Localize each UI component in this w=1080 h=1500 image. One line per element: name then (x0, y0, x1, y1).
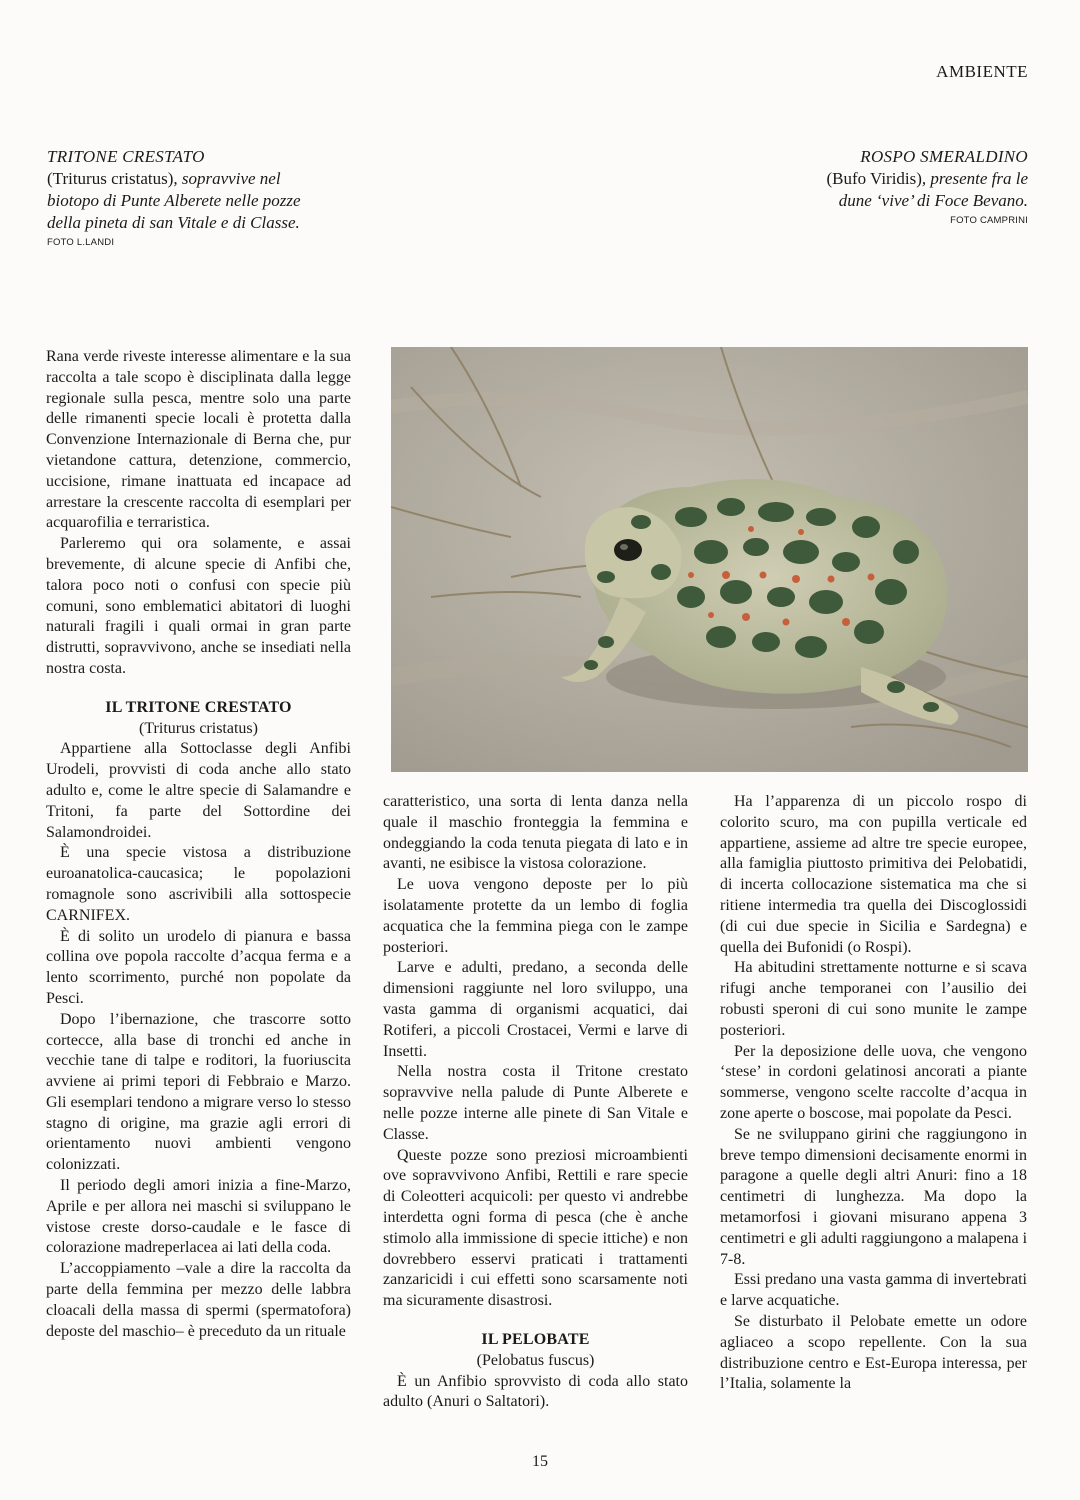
toad-photo (391, 347, 1028, 772)
paragraph: Parleremo qui ora solamente, e assai brevemente, di alcune specie di Anfibi che, talora poco noti o confusi con specie più comuni, sono emblematici abitatori di luoghi naturali fragili i quali ormai in gran parte distrutti, sopravvivono, anche se insediati nella nostra costa. (46, 535, 351, 677)
photo-credit: FOTO L.LANDI (47, 237, 115, 248)
caption-text: , presente fra le (921, 169, 1028, 188)
paragraph: Ha abitudini strettamente notturne e si scava rifugi anche temporanei con l’ausilio dei robusti speroni di cui sono munite le zampe posteriori. (720, 959, 1027, 1039)
paragraph: L’accoppiamento –vale a dire la raccolta da parte della femmina per mezzo delle labbra cloacali della massa di spermi (spermatofora) deposte del maschio– è preceduto da un rituale (46, 1260, 351, 1340)
paragraph: Dopo l’ibernazione, che trascorre sotto cortecce, alla base di tronchi ed anche in vecchie tane di talpe e roditori, la fuoriuscita avviene ai primi tepori di Febbraio e Marzo. Gli esemplari tendono a migrare verso lo stesso stagno di origine, ma grazie agli errori di orientamento nuovi ambienti vengono colonizzati. (46, 1010, 351, 1174)
paragraph: Le uova vengono deposte per lo più isolatamente protette da un lembo di foglia acquatica che la femmina piega con le zampe posteriori. (383, 876, 688, 956)
text-column-3 (720, 792, 1027, 1395)
paragraph: Appartiene alla Sottoclasse degli Anfibi Urodeli, provvisti di coda anche allo stato adulto e, come le altre specie di Salamandre e Tritoni, fa parte del Sottordine dei Salamondroidei. (46, 740, 351, 841)
paragraph: Se disturbato il Pelobate emette un odore agliaceo a scopo repellente. Con la sua distribuzione centro e Est-Europa interessa, per l’Italia, solamente la (720, 1312, 1027, 1393)
section-subheading: (Pelobatus fuscus) (476, 1351, 595, 1369)
caption-line (728, 168, 1028, 190)
text-column-1 (46, 347, 351, 1342)
caption-line: dune ‘vive’ di Foce Bevano. (838, 191, 1028, 210)
paragraph: Se ne sviluppano girini che raggiungono in breve tempo dimensioni decisamente enormi in paragone a quelle degli altri Anuri: fino a 18 centimetri di lunghezza. Ma dopo la metamorfosi i giovani misurano appena 3 centimetri e gli adulti raggiungono a malapena i 7-8. (720, 1125, 1028, 1268)
caption-line: della pineta di san Vitale e di Classe. (47, 213, 300, 232)
photo-caption-left (47, 146, 347, 252)
photo-credit: FOTO CAMPRINI (950, 215, 1028, 226)
section-subheading: (Triturus cristatus) (139, 719, 258, 737)
photo-caption-right (728, 146, 1028, 230)
page-number: 15 (532, 1453, 548, 1470)
paragraph: caratteristico, una sorta di lenta danza nella quale il maschio fronteggia la femmina e ondeggiando la coda tenuta piegata di lato e in avanti, ne esibisce la vistosa colorazione. (383, 793, 688, 873)
section-heading: IL TRITONE CRESTATO (105, 698, 292, 716)
caption-latin-name: (Bufo Viridis) (826, 169, 922, 188)
paragraph: È di solito un urodelo di pianura e bassa collina ove popola raccolte d’acqua ferma e a lento scorrimento, purché non popolate da Pesci. (46, 927, 351, 1007)
paragraph: È una specie vistosa a distribuzione euroanatolica-caucasica; le popolazioni romagnole sono ascrivibili alla sottospecie CARNIFEX. (46, 844, 351, 924)
paragraph: È un Anfibio sprovvisto di coda allo stato adulto (Anuri o Saltatori). (383, 1372, 688, 1411)
paragraph: Ha l’apparenza di un piccolo rospo di colorito scuro, ma con pupilla verticale ed appartiene, assieme ad altre tre specie europee, alla famiglia piuttosto primitiva dei Pelobatidi, di incerta collocazione sistematica ma che si ritiene intermedia tra quella dei Discoglossidi (di cui due specie in Sicilia e Sardegna) e quella dei Bufonidi (o Rospi). (720, 793, 1027, 956)
caption-line: biotopo di Punte Alberete nelle pozze (47, 191, 301, 210)
section-label: AMBIENTE (936, 62, 1028, 81)
paragraph: Nella nostra costa il Tritone crestato sopravvive nella palude di Punte Alberete e nelle pozze interne alle pinete di San Vitale e Classe. (383, 1063, 688, 1143)
caption-line (47, 168, 347, 190)
caption-title: TRITONE CRESTATO (47, 147, 205, 166)
caption-title: ROSPO SMERALDINO (860, 147, 1028, 166)
caption-latin-name: (Triturus cristatus) (47, 169, 174, 188)
caption-text: , sopravvive nel (173, 169, 281, 188)
section-heading: IL PELOBATE (481, 1330, 590, 1348)
text-column-2 (383, 792, 688, 1413)
paragraph: Il periodo degli amori inizia a fine-Marzo, Aprile e per allora nei maschi si sviluppano le vistose creste dorso-caudale e le fasce di colorazione madreperlacea ai lati della coda. (46, 1177, 351, 1257)
paragraph: Queste pozze sono preziosi microambienti ove sopravvivono Anfibi, Rettili e rare specie di Coleotteri acquicoli: per questo vi andrebbe interdetta ogni forma di pesca (che è anche stimolo alla immissione di specie ittiche) e non dovrebbero esservi praticati i trattamenti zanzaricidi i cui effetti sono scarsamente noti ma sicuramente disastrosi. (383, 1146, 688, 1310)
paragraph: Rana verde riveste interesse alimentare e la sua raccolta a tale scopo è disciplinata dalla legge regionale sulla pesca, mentre solo una parte delle rimanenti specie locali è protetta dalla Convenzione Internazionale di Berna che, pur vietandone cattura, detenzione, commercio, uccisione, rimane inattuata ed incapace ad arrestare la crescente raccolta di esemplari per acquarofilia e terraristica. (46, 348, 351, 532)
paragraph: Essi predano una vasta gamma di invertebrati e larve acquatiche. (720, 1271, 1027, 1310)
paragraph: Per la deposizione delle uova, che vengono ‘stese’ in cordoni gelatinosi ancorati a piante sommerse, vengono scelte raccolte d’acqua in zone aperte o boscose, mai popolate da Pesci. (720, 1042, 1027, 1122)
paragraph: Larve e adulti, predano, a seconda delle dimensioni raggiunte nel loro sviluppo, una vasta gamma di organismi acquatici, dai Rotiferi, a piccoli Crostacei, Vermi e larve di Insetti. (383, 959, 688, 1060)
